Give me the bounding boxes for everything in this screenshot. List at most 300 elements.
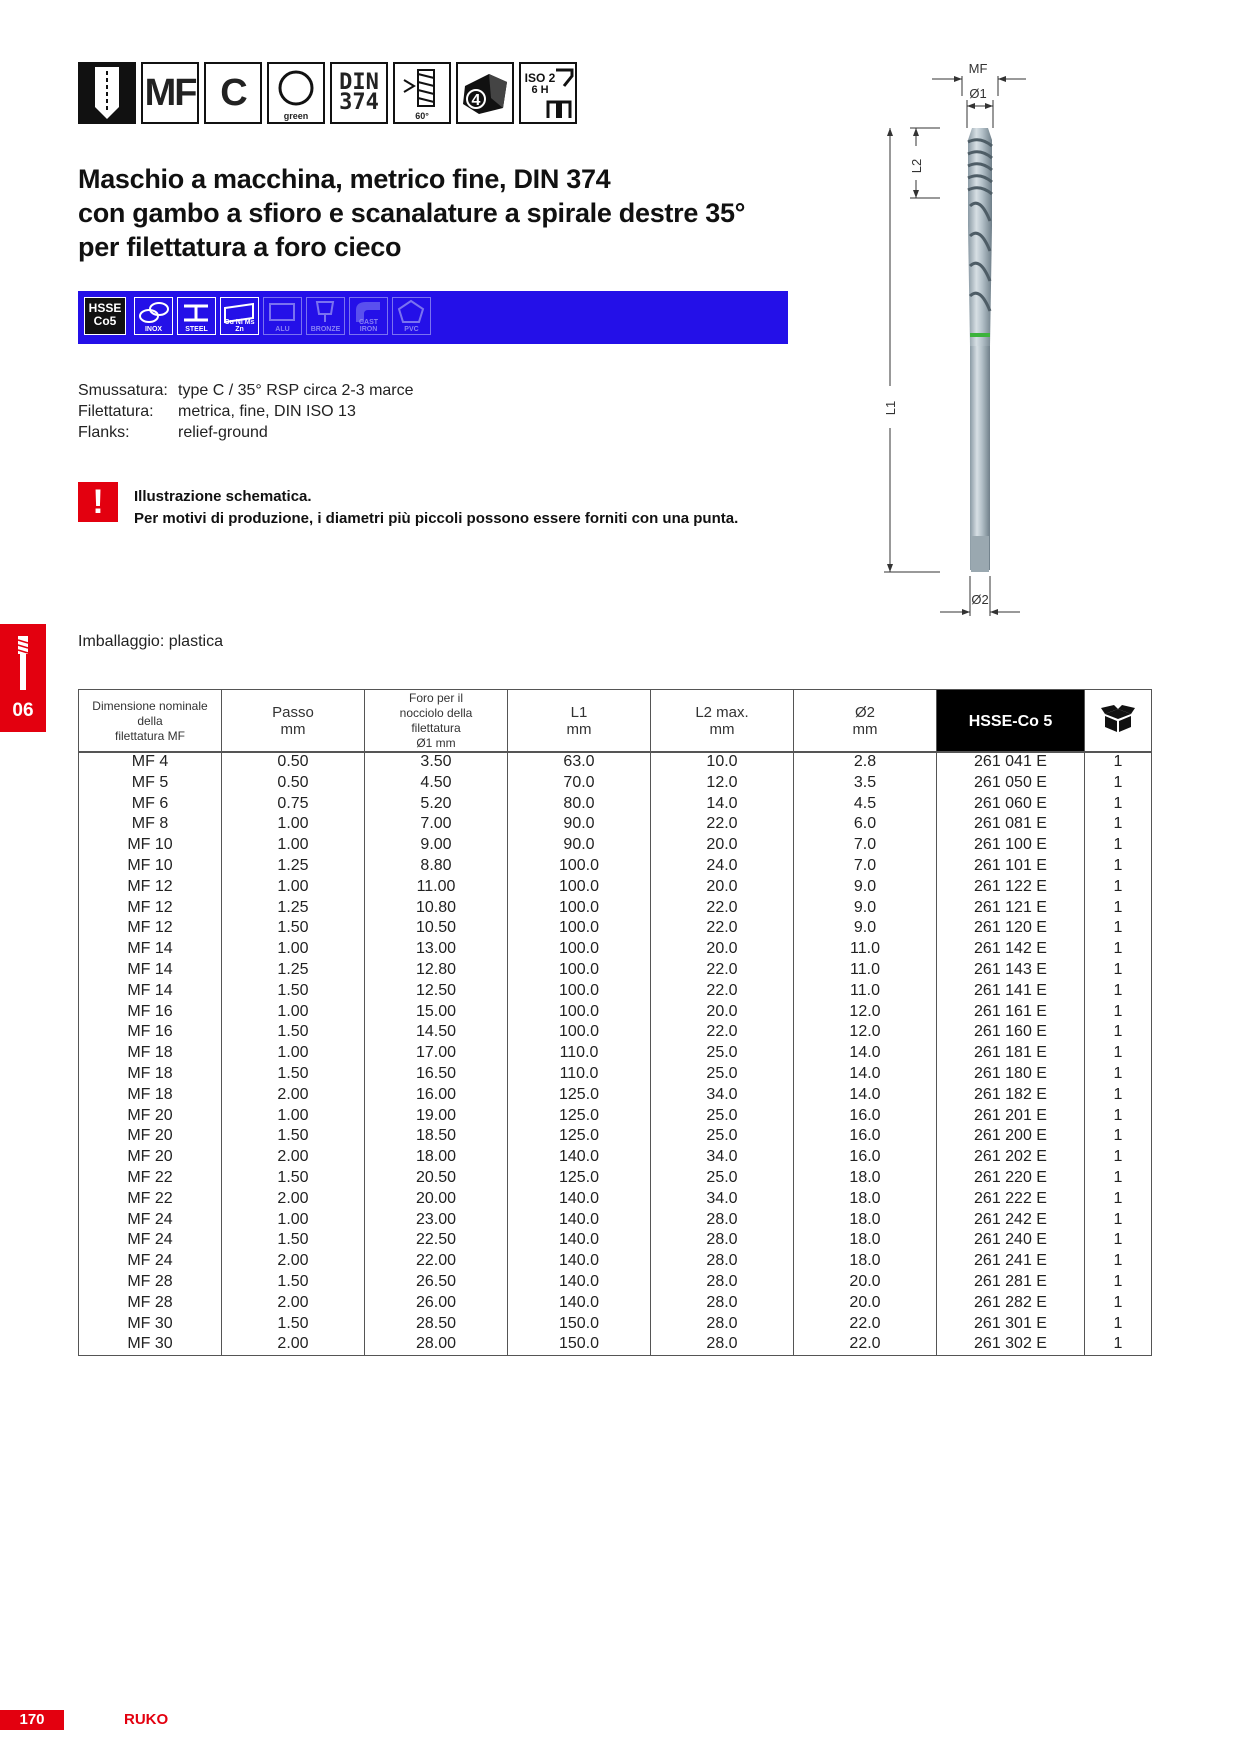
- cell-l1: 110.0: [508, 1064, 651, 1085]
- cell-pack-qty: 1: [1085, 1293, 1152, 1314]
- cell-core-hole: 23.00: [365, 1210, 508, 1231]
- cell-d2: 9.0: [794, 877, 937, 898]
- material-inox-icon: INOX: [134, 297, 173, 335]
- cell-l2: 22.0: [651, 898, 794, 919]
- cell-size: MF 18: [79, 1064, 222, 1085]
- cell-d2: 20.0: [794, 1293, 937, 1314]
- cell-l1: 100.0: [508, 1022, 651, 1043]
- cell-article: 261 120 E: [937, 918, 1085, 939]
- cell-l2: 28.0: [651, 1272, 794, 1293]
- cell-pitch: 1.00: [222, 835, 365, 856]
- cell-l1: 100.0: [508, 856, 651, 877]
- cell-l2: 22.0: [651, 981, 794, 1002]
- cell-l2: 24.0: [651, 856, 794, 877]
- cell-size: MF 18: [79, 1085, 222, 1106]
- cell-core-hole: 26.00: [365, 1293, 508, 1314]
- cell-core-hole: 19.00: [365, 1106, 508, 1127]
- cell-size: MF 14: [79, 960, 222, 981]
- cell-d2: 16.0: [794, 1106, 937, 1127]
- cell-d2: 7.0: [794, 856, 937, 877]
- cell-l1: 110.0: [508, 1043, 651, 1064]
- cell-l2: 25.0: [651, 1168, 794, 1189]
- svg-text:ISO 2: ISO 2: [524, 71, 556, 85]
- cell-pack-qty: 1: [1085, 1334, 1152, 1355]
- box-package-icon: [1101, 705, 1135, 733]
- cell-pitch: 2.00: [222, 1189, 365, 1210]
- cell-size: MF 16: [79, 1022, 222, 1043]
- cell-l1: 100.0: [508, 981, 651, 1002]
- cell-core-hole: 5.20: [365, 794, 508, 815]
- svg-text:L1: L1: [883, 400, 898, 416]
- cell-l2: 25.0: [651, 1106, 794, 1127]
- tap-tool-icon: [15, 634, 31, 690]
- cell-pitch: 1.50: [222, 1272, 365, 1293]
- cell-l1: 125.0: [508, 1168, 651, 1189]
- cell-pack-qty: 1: [1085, 877, 1152, 898]
- cell-size: MF 6: [79, 794, 222, 815]
- cell-d2: 18.0: [794, 1210, 937, 1231]
- cell-d2: 14.0: [794, 1085, 937, 1106]
- cell-size: MF 30: [79, 1334, 222, 1355]
- col-header-core-hole: Foro per il nocciolo della filettatura Ø1 mm: [365, 690, 508, 753]
- cell-pitch: 2.00: [222, 1334, 365, 1355]
- cell-l1: 100.0: [508, 918, 651, 939]
- chapter-tab: 06: [0, 624, 46, 732]
- table-row: [79, 939, 1152, 960]
- col-header-d2: Ø2 mm: [794, 690, 937, 753]
- cell-pack-qty: 1: [1085, 814, 1152, 835]
- svg-text:6 H: 6 H: [531, 84, 549, 96]
- cell-article: 261 241 E: [937, 1251, 1085, 1272]
- cell-pack-qty: 1: [1085, 794, 1152, 815]
- cell-size: MF 12: [79, 877, 222, 898]
- svg-text:MF: MF: [968, 61, 988, 76]
- spec-flanks: Flanks: relief-ground: [78, 424, 268, 441]
- cell-pack-qty: 1: [1085, 1272, 1152, 1293]
- cell-l2: 34.0: [651, 1085, 794, 1106]
- cell-article: 261 222 E: [937, 1189, 1085, 1210]
- cell-article: 261 041 E: [937, 752, 1085, 773]
- cell-l1: 100.0: [508, 939, 651, 960]
- cell-pack-qty: 1: [1085, 1168, 1152, 1189]
- cell-size: MF 22: [79, 1189, 222, 1210]
- cell-l2: 22.0: [651, 1022, 794, 1043]
- cell-core-hole: 17.00: [365, 1043, 508, 1064]
- title-line-3: per filettatura a foro cieco: [78, 232, 402, 262]
- cell-pack-qty: 1: [1085, 939, 1152, 960]
- cell-l1: 125.0: [508, 1085, 651, 1106]
- col-header-l2: L2 max. mm: [651, 690, 794, 753]
- col-header-pack: [1085, 690, 1152, 753]
- cell-d2: 9.0: [794, 898, 937, 919]
- spec-thread: Filettatura: metrica, fine, DIN ISO 13: [78, 403, 356, 420]
- cell-article: 261 302 E: [937, 1334, 1085, 1355]
- cell-pack-qty: 1: [1085, 752, 1152, 773]
- table-row: [79, 960, 1152, 981]
- cell-d2: 4.5: [794, 794, 937, 815]
- cell-pitch: 1.50: [222, 1230, 365, 1251]
- table-row: [79, 1314, 1152, 1335]
- warning-icon: !: [78, 482, 118, 522]
- cell-core-hole: 14.50: [365, 1022, 508, 1043]
- cell-l1: 140.0: [508, 1251, 651, 1272]
- cell-l1: 125.0: [508, 1106, 651, 1127]
- cell-pitch: 2.00: [222, 1147, 365, 1168]
- cell-pitch: 1.00: [222, 877, 365, 898]
- table-row: [79, 1064, 1152, 1085]
- cell-size: MF 14: [79, 981, 222, 1002]
- svg-text:Ø2: Ø2: [971, 592, 989, 607]
- cell-core-hole: 18.50: [365, 1126, 508, 1147]
- cell-article: 261 161 E: [937, 1002, 1085, 1023]
- cell-core-hole: 20.00: [365, 1189, 508, 1210]
- cell-pack-qty: 1: [1085, 1230, 1152, 1251]
- cell-pack-qty: 1: [1085, 1126, 1152, 1147]
- cell-core-hole: 12.50: [365, 981, 508, 1002]
- table-row: [79, 1189, 1152, 1210]
- cell-pack-qty: 1: [1085, 1314, 1152, 1335]
- cell-l2: 20.0: [651, 835, 794, 856]
- product-title: [78, 162, 745, 264]
- cell-pack-qty: 1: [1085, 981, 1152, 1002]
- cell-d2: 11.0: [794, 981, 937, 1002]
- material-pvc-icon: PVC: [392, 297, 431, 335]
- cell-size: MF 14: [79, 939, 222, 960]
- cell-article: 261 180 E: [937, 1064, 1085, 1085]
- cell-l2: 28.0: [651, 1210, 794, 1231]
- cell-l1: 140.0: [508, 1147, 651, 1168]
- cell-l1: 70.0: [508, 773, 651, 794]
- cell-l1: 150.0: [508, 1314, 651, 1335]
- cell-pack-qty: 1: [1085, 856, 1152, 877]
- cell-core-hole: 13.00: [365, 939, 508, 960]
- cell-pitch: 1.50: [222, 918, 365, 939]
- cell-size: MF 24: [79, 1230, 222, 1251]
- svg-text:Ø1: Ø1: [969, 86, 987, 101]
- cell-d2: 12.0: [794, 1022, 937, 1043]
- green-ring-icon: green: [267, 62, 325, 124]
- cell-size: MF 24: [79, 1210, 222, 1231]
- cell-pitch: 1.25: [222, 960, 365, 981]
- cell-article: 261 200 E: [937, 1126, 1085, 1147]
- cell-pack-qty: 1: [1085, 1002, 1152, 1023]
- cell-pitch: 0.50: [222, 752, 365, 773]
- table-row: [79, 1002, 1152, 1023]
- cell-article: 261 220 E: [937, 1168, 1085, 1189]
- cell-pack-qty: 1: [1085, 1147, 1152, 1168]
- cell-d2: 22.0: [794, 1314, 937, 1335]
- title-line-1: Maschio a macchina, metrico fine, DIN 374: [78, 164, 611, 194]
- cell-size: MF 20: [79, 1126, 222, 1147]
- cell-article: 261 282 E: [937, 1293, 1085, 1314]
- cell-l2: 20.0: [651, 1002, 794, 1023]
- chip-flutes-icon: [456, 62, 514, 124]
- table-row: [79, 1106, 1152, 1127]
- cell-size: MF 16: [79, 1002, 222, 1023]
- cell-size: MF 4: [79, 752, 222, 773]
- product-table: [78, 751, 1152, 1356]
- cell-article: 261 081 E: [937, 814, 1085, 835]
- cell-core-hole: 22.00: [365, 1251, 508, 1272]
- cell-d2: 18.0: [794, 1230, 937, 1251]
- cell-pack-qty: 1: [1085, 960, 1152, 981]
- cell-pitch: 1.50: [222, 1064, 365, 1085]
- table-row: [79, 1251, 1152, 1272]
- cell-pitch: 2.00: [222, 1251, 365, 1272]
- cell-l2: 28.0: [651, 1314, 794, 1335]
- cell-l2: 28.0: [651, 1230, 794, 1251]
- cell-d2: 11.0: [794, 960, 937, 981]
- cell-pack-qty: 1: [1085, 1022, 1152, 1043]
- svg-text:L2: L2: [909, 158, 924, 174]
- cell-l2: 20.0: [651, 877, 794, 898]
- cell-core-hole: 12.80: [365, 960, 508, 981]
- cell-article: 261 100 E: [937, 835, 1085, 856]
- material-alu-icon: ALU: [263, 297, 302, 335]
- cell-article: 261 202 E: [937, 1147, 1085, 1168]
- cell-l2: 25.0: [651, 1064, 794, 1085]
- cell-pitch: 1.25: [222, 856, 365, 877]
- cell-article: 261 201 E: [937, 1106, 1085, 1127]
- col-header-l1: L1 mm: [508, 690, 651, 753]
- cell-l1: 140.0: [508, 1210, 651, 1231]
- cell-pack-qty: 1: [1085, 835, 1152, 856]
- cell-core-hole: 10.80: [365, 898, 508, 919]
- chamfer-c-icon: C: [204, 62, 262, 124]
- cell-core-hole: 20.50: [365, 1168, 508, 1189]
- cell-pitch: 1.25: [222, 898, 365, 919]
- cell-pack-qty: 1: [1085, 1251, 1152, 1272]
- table-row: [79, 814, 1152, 835]
- cell-core-hole: 8.80: [365, 856, 508, 877]
- cell-pack-qty: 1: [1085, 1043, 1152, 1064]
- table-row: [79, 856, 1152, 877]
- cell-pack-qty: 1: [1085, 1064, 1152, 1085]
- green-ring-mark: [970, 333, 990, 337]
- cell-d2: 6.0: [794, 814, 937, 835]
- cell-article: 261 122 E: [937, 877, 1085, 898]
- cell-pitch: 1.00: [222, 1002, 365, 1023]
- cell-article: 261 141 E: [937, 981, 1085, 1002]
- cell-article: 261 281 E: [937, 1272, 1085, 1293]
- packaging-note: Imballaggio: plastica: [78, 633, 223, 650]
- col-header-material: HSSE-Co 5: [937, 690, 1085, 753]
- svg-text:4: 4: [471, 92, 481, 109]
- cell-article: 261 181 E: [937, 1043, 1085, 1064]
- cell-article: 261 160 E: [937, 1022, 1085, 1043]
- cell-size: MF 28: [79, 1272, 222, 1293]
- cell-size: MF 12: [79, 918, 222, 939]
- table-row: [79, 1043, 1152, 1064]
- table-row: [79, 898, 1152, 919]
- cell-size: MF 8: [79, 814, 222, 835]
- cell-d2: 11.0: [794, 939, 937, 960]
- cell-l2: 25.0: [651, 1043, 794, 1064]
- col-header-size: Dimensione nominale della filettatura MF: [79, 690, 222, 753]
- cell-l2: 14.0: [651, 794, 794, 815]
- table-row: [79, 1168, 1152, 1189]
- cell-pitch: 1.50: [222, 1168, 365, 1189]
- cell-l1: 140.0: [508, 1293, 651, 1314]
- cell-d2: 22.0: [794, 1334, 937, 1355]
- cell-size: MF 12: [79, 898, 222, 919]
- cell-pitch: 2.00: [222, 1293, 365, 1314]
- material-cu-ni-ms-zn-icon: Cu Ni Ms Zn: [220, 297, 259, 335]
- cell-d2: 18.0: [794, 1189, 937, 1210]
- cell-article: 261 142 E: [937, 939, 1085, 960]
- cell-size: MF 20: [79, 1106, 222, 1127]
- feature-icon-row: [78, 62, 577, 126]
- cell-pitch: 1.00: [222, 939, 365, 960]
- cell-l1: 100.0: [508, 877, 651, 898]
- cell-core-hole: 10.50: [365, 918, 508, 939]
- table-row: [79, 1272, 1152, 1293]
- cell-pack-qty: 1: [1085, 1210, 1152, 1231]
- cell-core-hole: 16.50: [365, 1064, 508, 1085]
- cell-l2: 22.0: [651, 918, 794, 939]
- cell-d2: 3.5: [794, 773, 937, 794]
- cell-pitch: 1.50: [222, 1314, 365, 1335]
- cell-l1: 100.0: [508, 1002, 651, 1023]
- cell-core-hole: 3.50: [365, 752, 508, 773]
- cell-pitch: 0.75: [222, 794, 365, 815]
- cell-pitch: 2.00: [222, 1085, 365, 1106]
- mf-thread-icon: MF: [141, 62, 199, 124]
- cell-l1: 150.0: [508, 1334, 651, 1355]
- cell-l2: 28.0: [651, 1334, 794, 1355]
- cell-l2: 22.0: [651, 814, 794, 835]
- cell-size: MF 30: [79, 1314, 222, 1335]
- table-row: [79, 1126, 1152, 1147]
- cell-article: 261 050 E: [937, 773, 1085, 794]
- cell-l1: 90.0: [508, 835, 651, 856]
- page-number: 170: [0, 1710, 64, 1730]
- cell-core-hole: 28.00: [365, 1334, 508, 1355]
- spec-list: [78, 380, 414, 443]
- cell-d2: 14.0: [794, 1043, 937, 1064]
- cell-size: MF 28: [79, 1293, 222, 1314]
- cell-l2: 10.0: [651, 752, 794, 773]
- material-bronze-icon: BRONZE: [306, 297, 345, 335]
- cell-size: MF 10: [79, 835, 222, 856]
- cell-article: 261 121 E: [937, 898, 1085, 919]
- cell-l2: 34.0: [651, 1147, 794, 1168]
- thread-angle-icon: 60°: [393, 62, 451, 124]
- cell-l1: 90.0: [508, 814, 651, 835]
- cell-core-hole: 11.00: [365, 877, 508, 898]
- spec-chamfer: Smussatura: type C / 35° RSP circa 2-3 marce: [78, 382, 414, 399]
- cell-d2: 7.0: [794, 835, 937, 856]
- cell-article: 261 242 E: [937, 1210, 1085, 1231]
- table-row: [79, 794, 1152, 815]
- cell-l1: 80.0: [508, 794, 651, 815]
- title-line-2: con gambo a sfioro e scanalature a spirale destre 35°: [78, 198, 746, 228]
- table-row: [79, 773, 1152, 794]
- table-row: [79, 981, 1152, 1002]
- cell-size: MF 20: [79, 1147, 222, 1168]
- cell-pack-qty: 1: [1085, 1085, 1152, 1106]
- cell-pitch: 0.50: [222, 773, 365, 794]
- material-steel-icon: STEEL: [177, 297, 216, 335]
- cell-pitch: 1.00: [222, 1043, 365, 1064]
- cell-pack-qty: 1: [1085, 898, 1152, 919]
- cell-l1: 100.0: [508, 960, 651, 981]
- cell-article: 261 182 E: [937, 1085, 1085, 1106]
- iso-tolerance-icon: [519, 62, 577, 124]
- table-header: [78, 689, 1152, 753]
- brand-logo: RUKO: [124, 1711, 169, 1728]
- cell-article: 261 060 E: [937, 794, 1085, 815]
- cell-core-hole: 26.50: [365, 1272, 508, 1293]
- cell-core-hole: 28.50: [365, 1314, 508, 1335]
- cell-pitch: 1.50: [222, 1126, 365, 1147]
- hsse-co5-badge: HSSE Co5: [84, 297, 126, 335]
- cell-l2: 25.0: [651, 1126, 794, 1147]
- cell-size: MF 22: [79, 1168, 222, 1189]
- cell-pack-qty: 1: [1085, 773, 1152, 794]
- cell-article: 261 101 E: [937, 856, 1085, 877]
- table-row: [79, 877, 1152, 898]
- cell-size: MF 24: [79, 1251, 222, 1272]
- cell-l1: 63.0: [508, 752, 651, 773]
- material-cast-iron-icon: CAST IRON: [349, 297, 388, 335]
- cell-core-hole: 9.00: [365, 835, 508, 856]
- cell-l1: 140.0: [508, 1230, 651, 1251]
- col-header-pitch: Passo mm: [222, 690, 365, 753]
- table-row: [79, 1210, 1152, 1231]
- material-suitability-bar: [78, 291, 788, 344]
- cell-l2: 22.0: [651, 960, 794, 981]
- cell-d2: 14.0: [794, 1064, 937, 1085]
- table-row: [79, 1230, 1152, 1251]
- cell-article: 261 301 E: [937, 1314, 1085, 1335]
- cell-size: MF 18: [79, 1043, 222, 1064]
- din-374-icon: DIN 374: [330, 62, 388, 124]
- cell-l1: 140.0: [508, 1272, 651, 1293]
- cell-pitch: 1.00: [222, 814, 365, 835]
- cell-l2: 20.0: [651, 939, 794, 960]
- cell-core-hole: 22.50: [365, 1230, 508, 1251]
- cell-pitch: 1.50: [222, 1022, 365, 1043]
- warning-text: Illustrazione schematica. Per motivi di produzione, i diametri più piccoli possono essere forniti con una punta.: [134, 488, 739, 527]
- cell-article: 261 240 E: [937, 1230, 1085, 1251]
- cell-d2: 20.0: [794, 1272, 937, 1293]
- table-row: [79, 1293, 1152, 1314]
- cell-pitch: 1.00: [222, 1210, 365, 1231]
- cell-core-hole: 4.50: [365, 773, 508, 794]
- cell-core-hole: 18.00: [365, 1147, 508, 1168]
- cell-d2: 12.0: [794, 1002, 937, 1023]
- cell-l2: 34.0: [651, 1189, 794, 1210]
- cell-d2: 18.0: [794, 1168, 937, 1189]
- cell-article: 261 143 E: [937, 960, 1085, 981]
- cell-l2: 28.0: [651, 1293, 794, 1314]
- cell-core-hole: 7.00: [365, 814, 508, 835]
- cell-pitch: 1.50: [222, 981, 365, 1002]
- cell-d2: 16.0: [794, 1126, 937, 1147]
- table-row: [79, 835, 1152, 856]
- cell-size: MF 10: [79, 856, 222, 877]
- table-row: [79, 1147, 1152, 1168]
- cell-pack-qty: 1: [1085, 918, 1152, 939]
- cell-d2: 9.0: [794, 918, 937, 939]
- table-row: [79, 1022, 1152, 1043]
- cell-l2: 28.0: [651, 1251, 794, 1272]
- table-row: [79, 752, 1152, 773]
- cell-pack-qty: 1: [1085, 1106, 1152, 1127]
- table-row: [79, 1085, 1152, 1106]
- cell-pack-qty: 1: [1085, 1189, 1152, 1210]
